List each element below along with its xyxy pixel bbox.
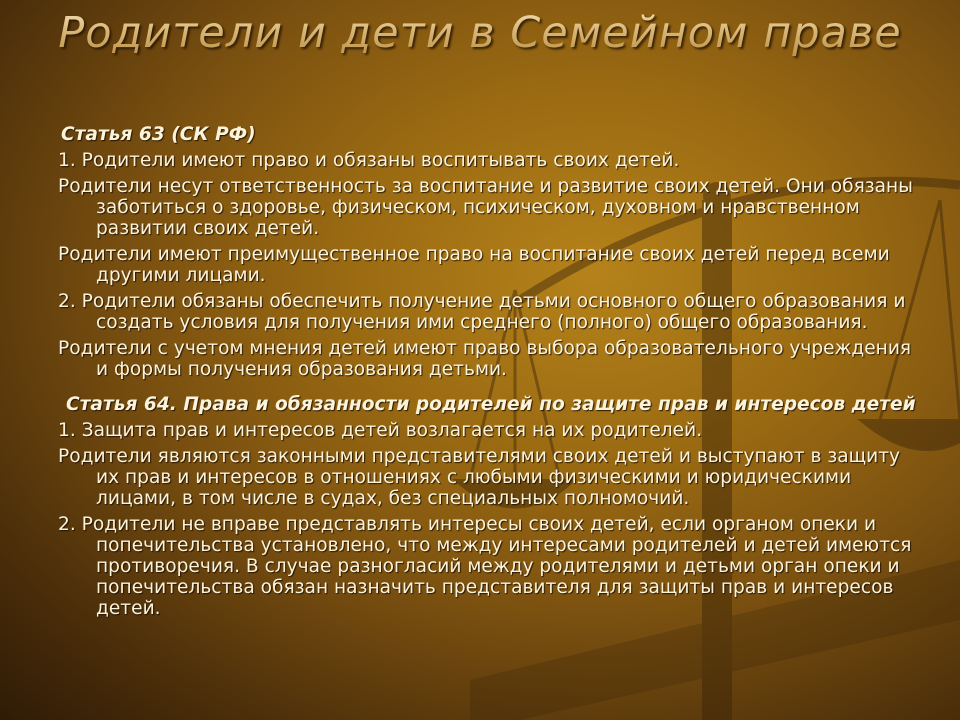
article-63-paragraph: 1. Родители имеют право и обязаны воспитывать своих детей. — [58, 150, 680, 171]
article-64-paragraph: 1. Защита прав и интересов детей возлагается на их родителей. — [58, 420, 703, 441]
page-title: Родители и дети в Семейном праве — [0, 6, 960, 60]
article-63-paragraph: Родители имеют преимущественное право на воспитание своих детей перед всеми другими лицами. — [58, 244, 890, 286]
article-64-paragraph: Родители являются законными представителями своих детей и выступают в защиту их прав и интересов в отношениях с любыми физическими и юридическими лицами, в том числе в судах, без специальных полномочий. — [58, 446, 901, 509]
slide-body — [58, 124, 918, 624]
article-63-paragraph: Родители с учетом мнения детей имеют право выбора образовательного учреждения и формы получения образования детьми. — [58, 338, 912, 380]
article-63-paragraph: Родители несут ответственность за воспитание и развитие своих детей. Они обязаны заботиться о здоровье, физическом, психическом, духовном и нравственном развитии своих детей. — [58, 176, 913, 239]
article-64-paragraph: 2. Родители не вправе представлять интересы своих детей, если органом опеки и попечительства установлено, что между интересами родителей и детей имеются противоречия. В случае разногласий между родителями и детьми орган опеки и попечительства обязан назначить представителя для защиты прав и интересов детей. — [58, 514, 912, 619]
article-63-heading: Статья 63 (СК РФ) — [61, 124, 256, 145]
article-64-heading: Статья 64. Права и обязанности родителей по защите прав и интересов детей — [66, 394, 916, 415]
article-63-paragraph: 2. Родители обязаны обеспечить получение детьми основного общего образования и создать условия для получения ими среднего (полного) общего образования. — [58, 291, 906, 333]
